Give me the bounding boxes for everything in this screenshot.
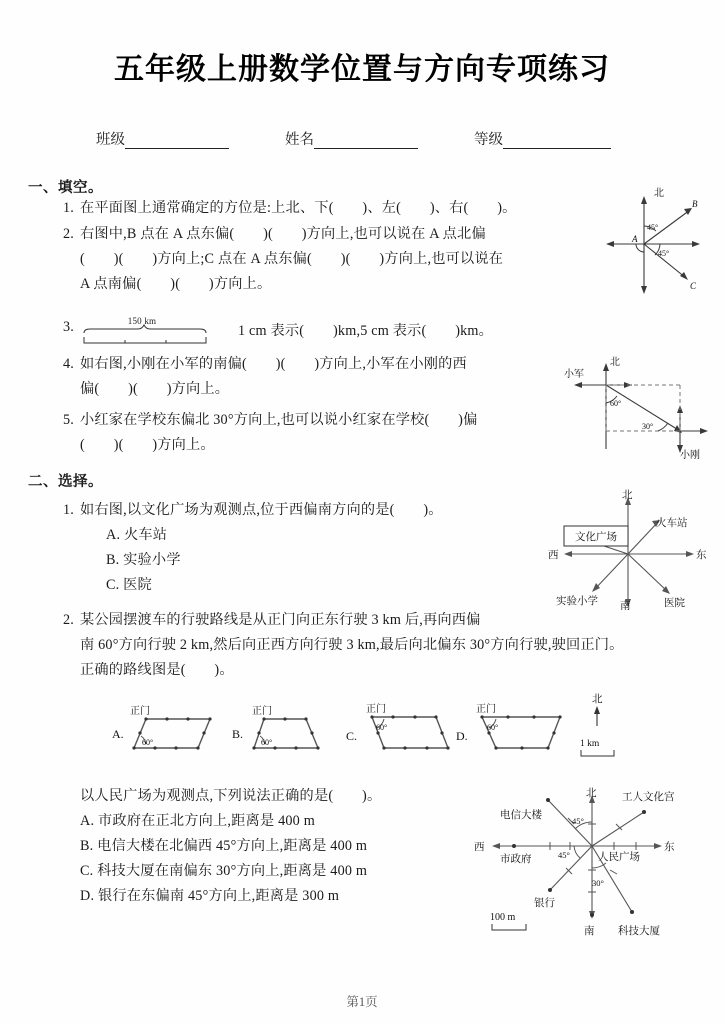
name-label: 姓名 xyxy=(285,132,314,148)
figure-scale-north xyxy=(576,690,646,760)
angle-label-30: 30° xyxy=(642,422,654,431)
south-label: 南 xyxy=(620,600,631,610)
option-c[interactable]: C. 医院 xyxy=(106,577,152,593)
question-number: 2. xyxy=(62,226,74,242)
north-label: 北 xyxy=(592,693,603,705)
question-1-3 xyxy=(52,315,612,347)
gate-label: 正门 xyxy=(252,706,272,717)
angle-label: 60° xyxy=(376,723,388,732)
scale-distance-label: 1 km xyxy=(580,739,600,749)
section-heading-fill-blanks: 一、填空。 xyxy=(28,180,103,196)
angle-label-30: 30° xyxy=(592,878,604,888)
east-label: 东 xyxy=(696,549,707,561)
scale-bar-figure xyxy=(80,315,230,347)
east-label: 东 xyxy=(664,841,675,853)
question-number: 5. xyxy=(62,412,74,428)
angle-label-45-b: 45° xyxy=(558,850,570,860)
question-text: 在平面图上通常确定的方位是:上北、下( )、左( )、右( )。 xyxy=(80,200,517,216)
north-label: 北 xyxy=(622,489,633,501)
section-heading-multiple-choice: 二、选择。 xyxy=(28,474,103,490)
option-a[interactable]: A. 市政府在正北方向上,距离是 400 m xyxy=(80,813,315,829)
figure-compass-abc xyxy=(602,186,710,298)
xiaogang-label: 小刚 xyxy=(680,450,700,461)
tech-tower-label: 科技大厦 xyxy=(618,925,660,937)
option-d[interactable]: D. 银行在东偏南 45°方向上,距离是 300 m xyxy=(80,888,340,904)
question-text-line: 小红家在学校东偏北 30°方向上,也可以说小红家在学校( )偏 xyxy=(80,412,478,428)
question-text-line: 某公园摆渡车的行驶路线是从正门向正东行驶 3 km 后,再向西偏 xyxy=(80,612,481,628)
west-label: 西 xyxy=(474,841,485,853)
question-2-2 xyxy=(52,608,652,683)
student-info-row xyxy=(96,128,636,149)
option-letter: C. xyxy=(346,729,358,743)
figure-option-a[interactable] xyxy=(112,700,230,756)
point-label-b: B xyxy=(692,199,698,209)
north-label: 北 xyxy=(610,357,620,368)
question-number: 1. xyxy=(62,200,74,216)
grade-label: 等级 xyxy=(474,132,503,148)
question-1-5 xyxy=(52,408,612,458)
question-text-line: ( )( )方向上。 xyxy=(80,437,215,453)
bank-label: 银行 xyxy=(534,897,555,909)
workers-cultural-palace-label: 工人文化宫 xyxy=(622,791,675,803)
city-government-label: 市政府 xyxy=(500,853,532,865)
class-blank[interactable] xyxy=(125,134,229,149)
scale-bar-label: 150 km xyxy=(127,316,157,326)
question-1-4 xyxy=(52,352,572,402)
gate-label: 正门 xyxy=(476,704,496,715)
north-label: 北 xyxy=(586,787,597,799)
question-text: 1 cm 表示( )km,5 cm 表示( )km。 xyxy=(238,322,494,339)
question-2-3 xyxy=(80,784,500,909)
culture-square-box-label: 文化广场 xyxy=(575,531,617,543)
west-label: 西 xyxy=(548,549,559,561)
question-text: 如右图,以文化广场为观测点,位于西偏南方向的是( )。 xyxy=(80,502,443,518)
south-label: 南 xyxy=(584,925,595,937)
option-c[interactable]: C. 科技大厦在南偏东 30°方向上,距离是 400 m xyxy=(80,863,368,879)
xiaojun-label: 小军 xyxy=(564,369,584,380)
name-field[interactable] xyxy=(285,128,418,149)
question-2-1 xyxy=(52,498,522,598)
gate-label: 正门 xyxy=(130,706,150,717)
question-number: 4. xyxy=(62,356,74,372)
question-text-line: 正确的路线图是( )。 xyxy=(80,662,234,678)
experimental-school-label: 实验小学 xyxy=(556,595,598,607)
question-number: 1. xyxy=(62,502,74,518)
grade-field[interactable] xyxy=(474,128,611,149)
figure-people-square xyxy=(462,782,710,940)
north-label: 北 xyxy=(654,188,664,199)
figure-culture-square xyxy=(528,486,712,610)
angle-label: 60° xyxy=(261,738,273,747)
spacer xyxy=(229,128,285,149)
option-letter: B. xyxy=(232,727,244,741)
figure-xiaojun-xiaogang xyxy=(562,353,712,461)
gate-label: 正门 xyxy=(366,704,386,715)
figure-option-b[interactable] xyxy=(232,700,344,756)
angle-label-45-a: 45° xyxy=(572,816,584,826)
question-text-line: 偏( )( )方向上。 xyxy=(80,381,230,397)
angle-label: 60° xyxy=(142,738,154,747)
option-b[interactable]: B. 实验小学 xyxy=(106,552,181,568)
page-title: 五年级上册数学位置与方向专项练习 xyxy=(114,53,610,86)
question-number: 3. xyxy=(62,319,74,335)
spacer xyxy=(418,128,474,149)
class-field[interactable] xyxy=(96,128,229,149)
hospital-label: 医院 xyxy=(664,597,685,609)
angle-label: 60° xyxy=(487,723,499,732)
option-letter: A. xyxy=(112,727,124,741)
people-square-label: 人民广场 xyxy=(598,851,640,863)
question-1-2 xyxy=(52,222,612,297)
figure-option-c[interactable] xyxy=(346,698,464,756)
point-label-c: C xyxy=(690,281,697,291)
question-text-line: 南 60°方向行驶 2 km,然后向正西方向行驶 3 km,最后向北偏东 30°方向行驶,驶回正门。 xyxy=(80,637,624,653)
page-footer: 第1页 xyxy=(346,995,378,1009)
figure-option-d[interactable] xyxy=(456,698,574,756)
train-station-label: 火车站 xyxy=(656,517,688,529)
option-b[interactable]: B. 电信大楼在北偏西 45°方向上,距离是 400 m xyxy=(80,838,368,854)
angle-label-2: 45° xyxy=(658,249,670,258)
scale-label: 100 m xyxy=(490,912,516,923)
angle-label-60: 60° xyxy=(610,399,622,408)
question-text: 以人民广场为观测点,下列说法正确的是( )。 xyxy=(80,788,382,804)
class-label: 班级 xyxy=(96,132,125,148)
option-letter: D. xyxy=(456,729,468,743)
angle-label-1: 45° xyxy=(647,223,659,232)
telecom-building-label: 电信大楼 xyxy=(500,809,542,821)
question-1-1 xyxy=(52,196,612,221)
point-label-a: A xyxy=(632,234,638,244)
name-blank[interactable] xyxy=(314,134,418,149)
option-a[interactable]: A. 火车站 xyxy=(106,527,168,543)
question-text-line: 右图中,B 点在 A 点东偏( )( )方向上,也可以说在 A 点北偏 xyxy=(80,226,486,242)
grade-blank[interactable] xyxy=(503,134,611,149)
question-number: 2. xyxy=(62,612,74,628)
question-text-line: 如右图,小刚在小军的南偏( )( )方向上,小军在小刚的西 xyxy=(80,356,467,372)
question-text-line: ( )( )方向上;C 点在 A 点东偏( )( )方向上,也可以说在 xyxy=(80,251,504,267)
question-text-line: A 点南偏( )( )方向上。 xyxy=(80,276,272,292)
